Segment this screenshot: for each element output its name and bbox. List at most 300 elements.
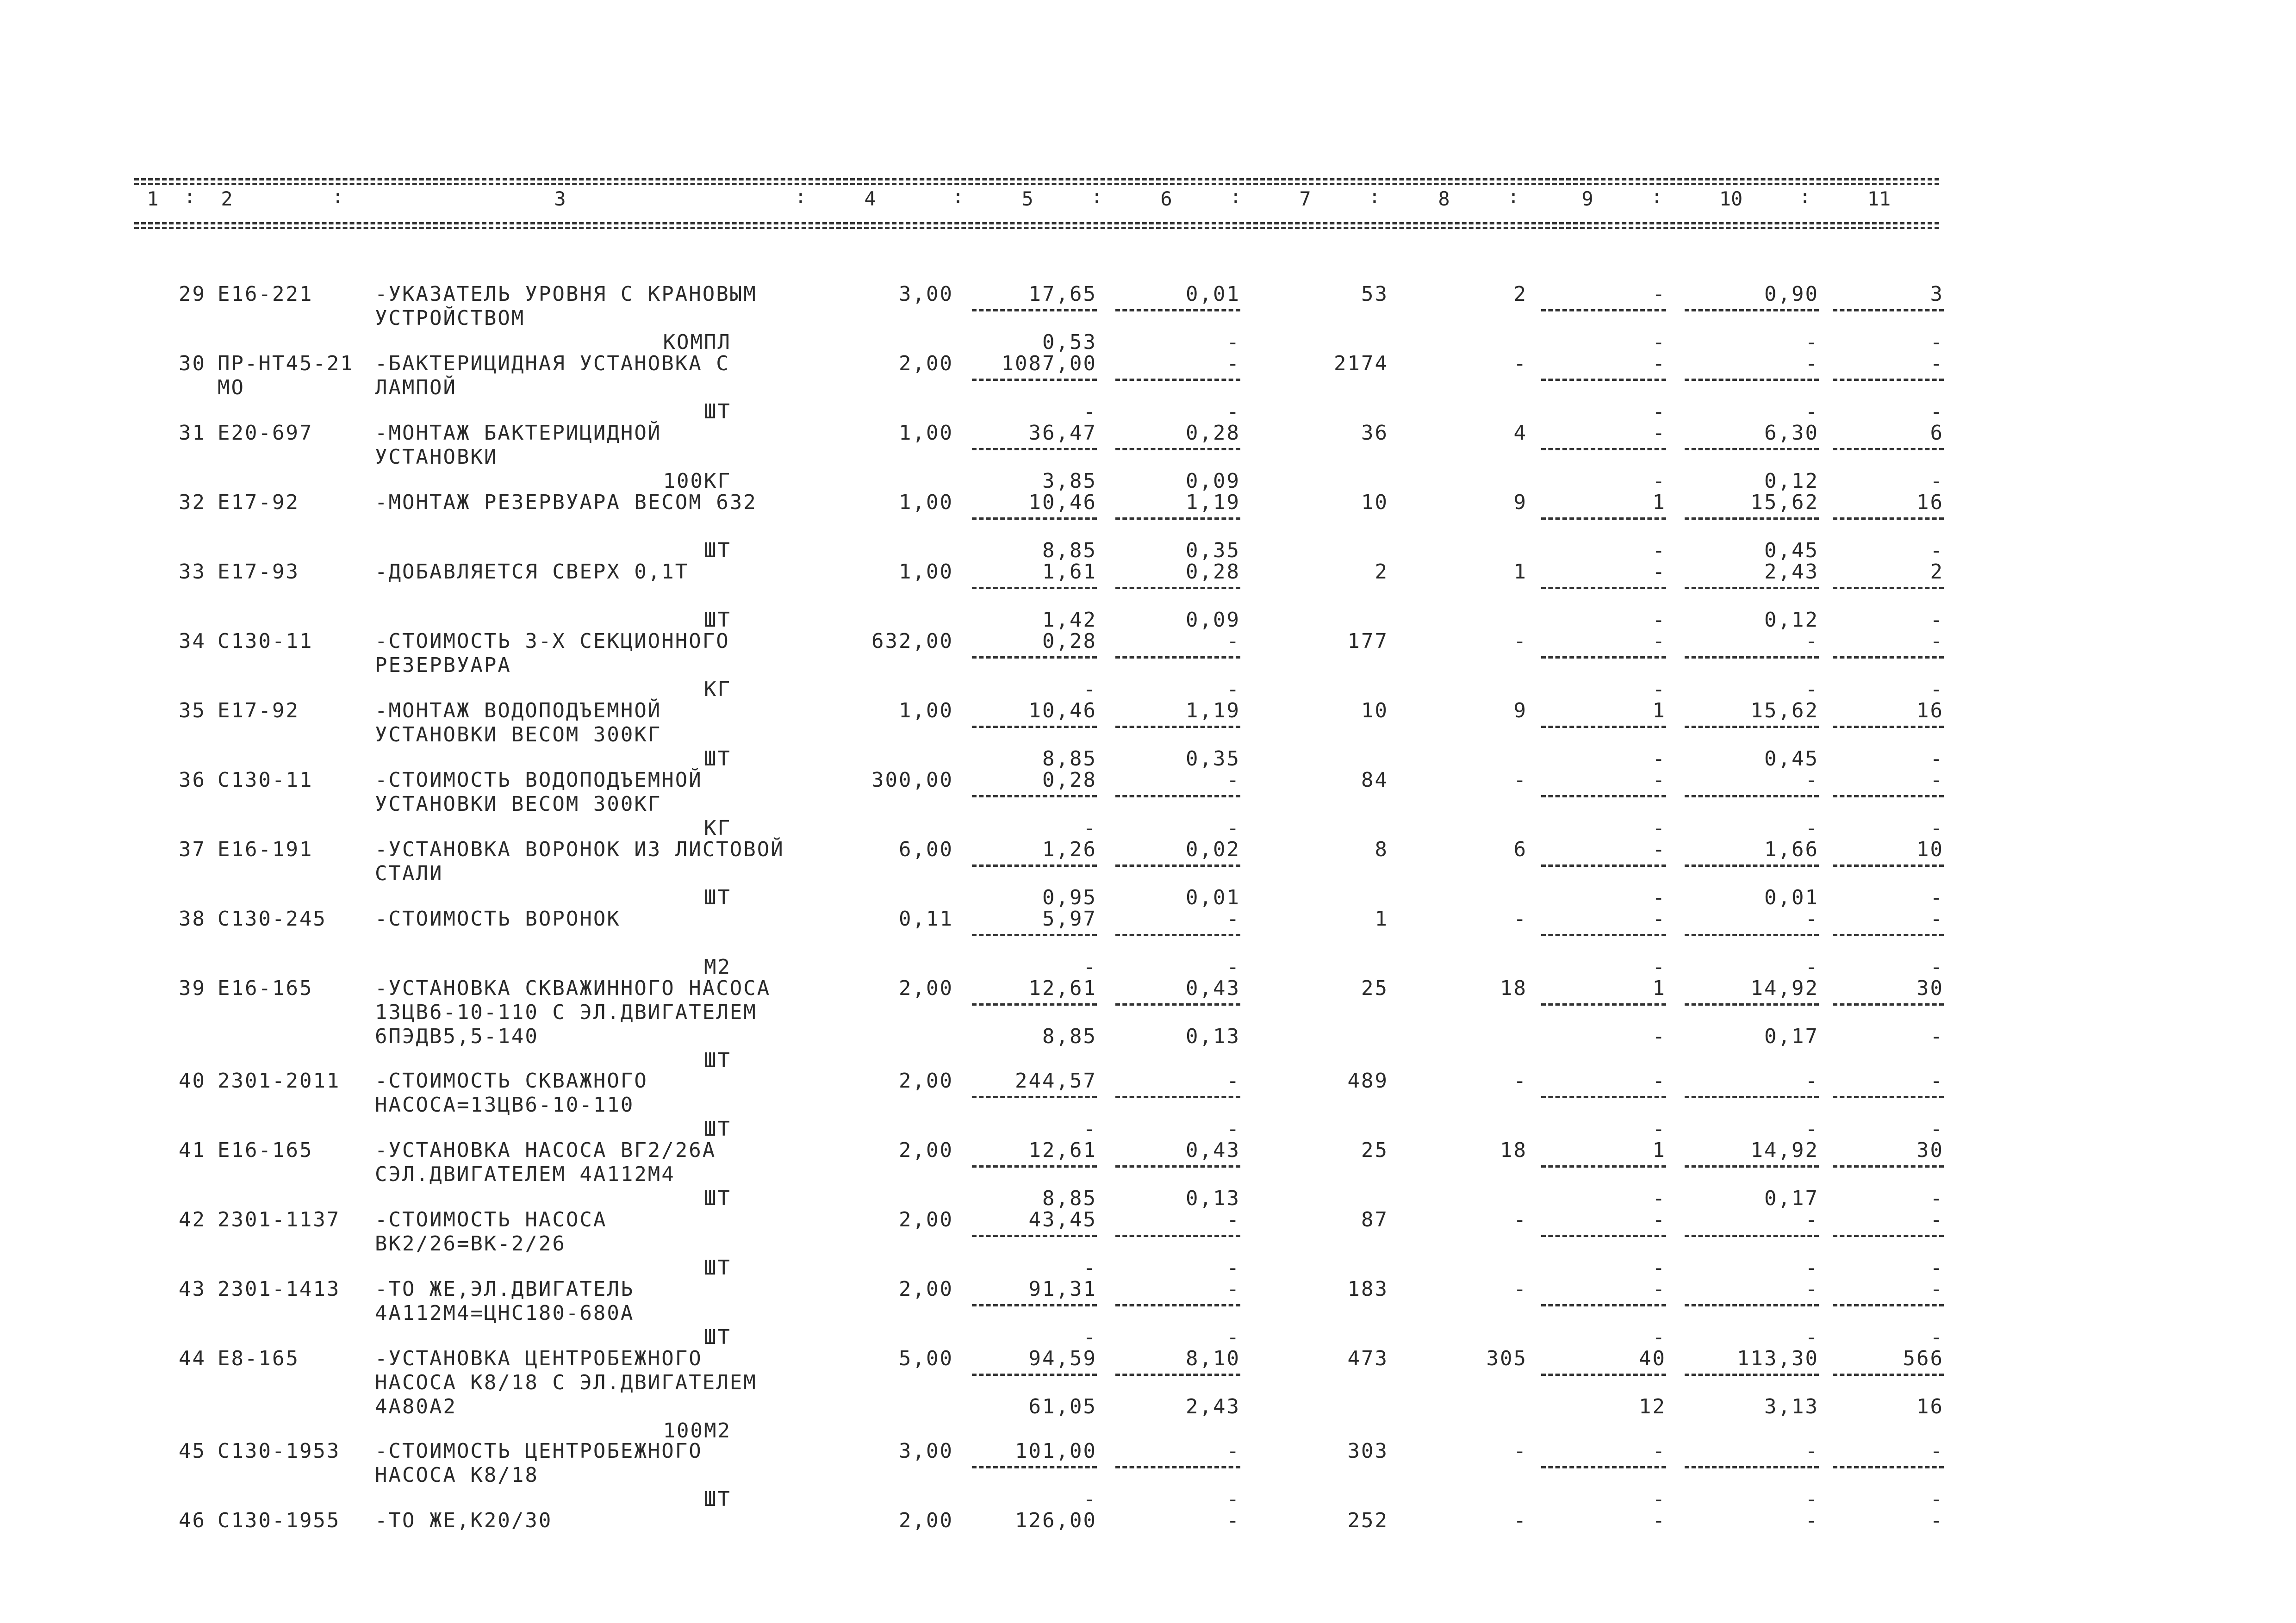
resource-code: С130-1953 [218,1439,341,1463]
item-description: -МОНТАЖ РЕЗЕРВУАРА ВЕСОМ 632 [375,491,757,514]
labor-hours: 113,30 [1737,1347,1819,1370]
unit-of-measure: ШТ [704,1187,731,1210]
table-row [0,699,2296,769]
cell-underline [1833,864,1944,867]
total-wages: 9 [1513,699,1527,722]
unit-machine-wage: - [1226,1117,1240,1141]
labor-hours-total: 16 [1916,699,1944,722]
total-wages: - [1513,1208,1527,1231]
cell-underline [1833,1165,1944,1168]
unit-wage: 0,95 [1042,886,1097,909]
unit-of-measure: ШТ [704,1487,731,1511]
unit-wage: - [1083,816,1097,840]
item-description: -УСТАНОВКА ВОРОНОК ИЗ ЛИСТОВОЙ [375,838,784,861]
quantity: 632,00 [871,629,953,653]
unit-cost-total: 17,65 [1028,282,1097,306]
cell-underline [972,1374,1097,1376]
labor-hours: 14,92 [1750,1138,1819,1162]
total-cost: 10 [1361,491,1388,514]
quantity: 1,00 [899,421,953,445]
unit-of-measure: М2 [704,955,731,979]
cell-underline [1115,1374,1240,1376]
machine-wages: - [1652,352,1666,375]
column-separator: : [1091,185,1103,208]
labor-hours: - [1805,907,1819,931]
machine-wages: 1 [1652,699,1666,722]
item-description: -СТОИМОСТЬ ВОРОНОК [375,907,621,931]
unit-wage: 61,05 [1028,1395,1097,1418]
cell-underline [1685,864,1819,867]
machinist-hours: - [1805,955,1819,979]
unit-wage: 8,85 [1042,1025,1097,1048]
item-description: -ДОБАВЛЯЕТСЯ СВЕРХ 0,1Т [375,560,689,584]
cell-underline [1833,1304,1944,1306]
unit-cost-machines: - [1226,907,1240,931]
cell-underline [1115,1003,1240,1006]
labor-hours: - [1805,1277,1819,1301]
cell-underline [1541,1165,1666,1168]
machine-wage-total: - [1652,955,1666,979]
unit-wage: - [1083,400,1097,423]
labor-hours: 1,66 [1764,838,1819,861]
column-number-4: 4 [864,187,876,210]
machinist-hours: - [1805,1487,1819,1511]
cell-underline [1541,934,1666,936]
quantity: 2,00 [899,352,953,375]
cell-underline [1833,726,1944,728]
unit-machine-wage: 0,35 [1186,539,1240,562]
cell-underline [1541,1374,1666,1376]
table-row [0,907,2296,977]
unit-cost-total: 0,28 [1042,629,1097,653]
cell-underline [1685,517,1819,520]
unit-cost-machines: 0,28 [1186,421,1240,445]
cell-underline [1833,587,1944,589]
column-number-2: 2 [221,187,233,210]
quantity: 2,00 [899,1277,953,1301]
quantity: 2,00 [899,1138,953,1162]
cell-underline [972,1466,1097,1468]
column-separator: : [1230,185,1242,208]
item-description: -МОНТАЖ БАКТЕРИЦИДНОЙ [375,421,662,445]
cell-underline [1685,1304,1819,1306]
cell-underline [972,379,1097,381]
labor-hours-total: 10 [1916,838,1944,861]
cell-underline [972,656,1097,659]
unit-of-measure: ШТ [704,608,731,632]
cell-underline [1685,726,1819,728]
unit-machine-wage: 0,01 [1186,886,1240,909]
machine-wages: - [1652,421,1666,445]
header-bottom-rule [134,222,1939,224]
machine-wage-total: - [1652,747,1666,771]
machine-wages: 40 [1639,1347,1666,1370]
row-number: 42 [179,1208,206,1231]
table-top-rule-2 [134,183,1939,185]
row-number: 36 [179,768,206,792]
table-row [0,1439,2296,1510]
cell-underline [1685,587,1819,589]
unit-machine-wage: 0,13 [1186,1187,1240,1210]
labor-hours: 0,90 [1764,282,1819,306]
labor-hours-total: 6 [1930,421,1944,445]
quantity: 300,00 [871,768,953,792]
resource-code: 2301-1137 [218,1208,341,1231]
column-separator: : [332,185,344,208]
total-wages: 305 [1486,1347,1527,1370]
cell-underline [1833,309,1944,311]
unit-cost-machines: - [1226,1439,1240,1463]
machinist-hours-total: - [1930,469,1944,493]
column-separator: : [795,185,807,208]
machinist-hours-total: - [1930,608,1944,632]
quantity: 1,00 [899,699,953,722]
unit-cost-machines: - [1226,352,1240,375]
machinist-hours: 3,13 [1764,1395,1819,1418]
unit-of-measure: ШТ [704,1117,731,1141]
labor-hours-total: 566 [1903,1347,1944,1370]
machine-wage-total: - [1652,1025,1666,1048]
cell-underline [1685,379,1819,381]
machine-wages: 1 [1652,976,1666,1000]
cell-underline [1685,309,1819,311]
total-cost: 53 [1361,282,1388,306]
machinist-hours-total: - [1930,539,1944,562]
total-wages: 18 [1500,1138,1527,1162]
resource-code: Е8-165 [218,1347,299,1370]
unit-of-measure: 100КГ [663,469,731,493]
unit-wage: 3,85 [1042,469,1097,493]
labor-hours-total: - [1930,1509,1944,1532]
labor-hours-total: 30 [1916,1138,1944,1162]
cell-underline [1833,1466,1944,1468]
unit-machine-wage: 0,13 [1186,1025,1240,1048]
unit-cost-total: 94,59 [1028,1347,1097,1370]
machinist-hours-total: - [1930,816,1944,840]
machine-wage-total: - [1652,330,1666,354]
resource-code: Е16-221 [218,282,313,306]
cell-underline [1115,1235,1240,1237]
unit-cost-total: 12,61 [1028,976,1097,1000]
unit-cost-total: 10,46 [1028,699,1097,722]
unit-of-measure: ШТ [704,400,731,423]
labor-hours-total: - [1930,352,1944,375]
total-wages: - [1513,1509,1527,1532]
cell-underline [1541,726,1666,728]
total-cost: 2 [1375,560,1388,584]
cell-underline [1685,1096,1819,1098]
table-row [0,282,2296,353]
item-description: -ТО ЖЕ,К20/30 [375,1509,553,1532]
cell-underline [972,1165,1097,1168]
total-wages: - [1513,1277,1527,1301]
cell-underline [1685,656,1819,659]
item-description: -СТОИМОСТЬ СКВАЖНОГО [375,1069,648,1093]
cell-underline [1833,1096,1944,1098]
cell-underline [972,448,1097,450]
cell-underline [1115,795,1240,797]
table-row [0,976,2296,1072]
machinist-hours: 0,12 [1764,469,1819,493]
resource-code: Е17-92 [218,491,299,514]
resource-code: Е17-93 [218,560,299,584]
unit-of-measure: КОМПЛ [663,330,731,354]
quantity: 2,00 [899,1208,953,1231]
machinist-hours: 0,17 [1764,1187,1819,1210]
machine-wage-total: 12 [1639,1395,1666,1418]
machinist-hours-total: - [1930,1025,1944,1048]
machinist-hours-total: - [1930,1325,1944,1349]
table-row [0,1138,2296,1209]
item-description-cont: УСТАНОВКИ [375,445,498,469]
unit-machine-wage: 0,35 [1186,747,1240,771]
labor-hours: 2,43 [1764,560,1819,584]
item-description-cont: НАСОСА=13ЦВ6-10-110 [375,1093,635,1117]
column-separator: : [184,185,196,208]
unit-of-measure: ШТ [704,886,731,909]
item-description-cont: 13ЦВ6-10-110 С ЭЛ.ДВИГАТЕЛЕМ [375,1001,757,1024]
unit-cost-machines: 8,10 [1186,1347,1240,1370]
quantity: 3,00 [899,1439,953,1463]
unit-cost-total: 1,61 [1042,560,1097,584]
labor-hours: - [1805,629,1819,653]
machine-wage-total: - [1652,816,1666,840]
unit-cost-machines: - [1226,1277,1240,1301]
total-cost: 183 [1347,1277,1388,1301]
total-wages: - [1513,1069,1527,1093]
machinist-hours-total: - [1930,886,1944,909]
cell-underline [1541,587,1666,589]
unit-of-measure: ШТ [704,1049,731,1072]
machine-wages: - [1652,1509,1666,1532]
total-wages: 4 [1513,421,1527,445]
total-cost: 252 [1347,1509,1388,1532]
row-number: 43 [179,1277,206,1301]
machine-wages: - [1652,1208,1666,1231]
unit-machine-wage: 2,43 [1186,1395,1240,1418]
table-row [0,1069,2296,1139]
resource-code: ПР-НТ45-21 [218,352,354,375]
cell-underline [1541,795,1666,797]
cell-underline [1685,448,1819,450]
unit-cost-machines: 0,43 [1186,1138,1240,1162]
cell-underline [1115,934,1240,936]
unit-wage: 1,42 [1042,608,1097,632]
unit-of-measure: КГ [704,816,731,840]
unit-cost-machines: 0,01 [1186,282,1240,306]
cell-underline [1833,934,1944,936]
table-row [0,491,2296,561]
labor-hours: 15,62 [1750,699,1819,722]
row-number: 39 [179,976,206,1000]
column-number-1: 1 [147,187,159,210]
total-wages: 9 [1513,491,1527,514]
machine-wage-total: - [1652,1325,1666,1349]
machinist-hours: - [1805,678,1819,701]
column-number-5: 5 [1021,187,1033,210]
cell-underline [972,934,1097,936]
quantity: 1,00 [899,491,953,514]
unit-cost-total: 1,26 [1042,838,1097,861]
machinist-hours: 0,12 [1764,608,1819,632]
machine-wage-total: - [1652,678,1666,701]
unit-machine-wage: - [1226,955,1240,979]
cell-underline [1541,864,1666,867]
table-row [0,352,2296,422]
item-description-cont: 4А112М4=ЦНС180-680А [375,1301,635,1325]
column-separator: : [1369,185,1381,208]
quantity: 2,00 [899,1069,953,1093]
labor-hours: - [1805,1509,1819,1532]
cell-underline [1541,656,1666,659]
column-number-11: 11 [1867,187,1891,210]
cell-underline [1541,448,1666,450]
cell-underline [1115,726,1240,728]
unit-cost-machines: - [1226,768,1240,792]
header-bottom-rule-2 [134,227,1939,229]
unit-machine-wage: 0,09 [1186,608,1240,632]
unit-of-measure: ШТ [704,539,731,562]
resource-code: 2301-1413 [218,1277,341,1301]
row-number: 41 [179,1138,206,1162]
machine-wage-total: - [1652,1187,1666,1210]
unit-wage: - [1083,1487,1097,1511]
labor-hours-total: - [1930,907,1944,931]
cell-underline [1833,1003,1944,1006]
row-number: 45 [179,1439,206,1463]
labor-hours: 14,92 [1750,976,1819,1000]
machine-wage-total: - [1652,400,1666,423]
resource-code: 2301-2011 [218,1069,341,1093]
cell-underline [1115,448,1240,450]
unit-machine-wage: - [1226,1256,1240,1280]
table-row [0,629,2296,700]
cell-underline [972,517,1097,520]
cell-underline [1115,517,1240,520]
cell-underline [1833,379,1944,381]
labor-hours-total: - [1930,1069,1944,1093]
unit-cost-machines: 0,02 [1186,838,1240,861]
unit-machine-wage: - [1226,330,1240,354]
quantity: 2,00 [899,1509,953,1532]
machinist-hours-total: - [1930,1117,1944,1141]
column-number-6: 6 [1160,187,1172,210]
item-description: -СТОИМОСТЬ 3-Х СЕКЦИОННОГО [375,629,730,653]
column-separator: : [1507,185,1519,208]
machine-wages: - [1652,907,1666,931]
unit-cost-total: 36,47 [1028,421,1097,445]
total-cost: 473 [1347,1347,1388,1370]
item-description: -УСТАНОВКА СКВАЖИННОГО НАСОСА [375,976,771,1000]
cell-underline [1115,1096,1240,1098]
cell-underline [1833,795,1944,797]
unit-machine-wage: 0,09 [1186,469,1240,493]
table-row [0,1208,2296,1278]
unit-cost-machines: 0,43 [1186,976,1240,1000]
total-wages: 2 [1513,282,1527,306]
machinist-hours: - [1805,1117,1819,1141]
unit-cost-total: 126,00 [1015,1509,1097,1532]
machinist-hours-total: - [1930,1256,1944,1280]
resource-code: Е16-165 [218,1138,313,1162]
table-row [0,560,2296,630]
unit-cost-total: 91,31 [1028,1277,1097,1301]
machinist-hours: - [1805,816,1819,840]
unit-wage: 0,53 [1042,330,1097,354]
unit-cost-total: 43,45 [1028,1208,1097,1231]
total-wages: - [1513,768,1527,792]
unit-machine-wage: - [1226,678,1240,701]
labor-hours-total: - [1930,1439,1944,1463]
row-number: 46 [179,1509,206,1532]
machine-wages: - [1652,1277,1666,1301]
resource-code: Е16-191 [218,838,313,861]
table-row [0,768,2296,839]
labor-hours-total: - [1930,1208,1944,1231]
machinist-hours-total: - [1930,1187,1944,1210]
unit-of-measure: ШТ [704,1256,731,1280]
cell-underline [1541,1304,1666,1306]
machine-wages: - [1652,768,1666,792]
resource-code: Е17-92 [218,699,299,722]
labor-hours: - [1805,768,1819,792]
cell-underline [972,1096,1097,1098]
item-description-cont: ВК2/26=ВК-2/26 [375,1232,566,1256]
item-description-cont: УСТАНОВКИ ВЕСОМ 300КГ [375,792,662,816]
quantity: 1,00 [899,560,953,584]
total-cost: 303 [1347,1439,1388,1463]
cell-underline [1685,1165,1819,1168]
labor-hours: - [1805,1069,1819,1093]
labor-hours-total: 2 [1930,560,1944,584]
unit-cost-total: 101,00 [1015,1439,1097,1463]
row-number: 30 [179,352,206,375]
cell-underline [972,1235,1097,1237]
cell-underline [972,726,1097,728]
machine-wages: - [1652,282,1666,306]
machinist-hours-total: 16 [1916,1395,1944,1418]
cell-underline [1833,448,1944,450]
unit-cost-machines: 1,19 [1186,491,1240,514]
unit-machine-wage: - [1226,1325,1240,1349]
total-wages: 6 [1513,838,1527,861]
row-number: 29 [179,282,206,306]
quantity: 6,00 [899,838,953,861]
machine-wage-total: - [1652,608,1666,632]
labor-hours: 15,62 [1750,491,1819,514]
cell-underline [1115,379,1240,381]
cell-underline [1541,1466,1666,1468]
machinist-hours: - [1805,1256,1819,1280]
column-number-7: 7 [1299,187,1311,210]
machine-wage-total: - [1652,539,1666,562]
table-row [0,838,2296,908]
table-row [0,1347,2296,1443]
cell-underline [1541,379,1666,381]
cell-underline [972,1003,1097,1006]
cell-underline [1685,1235,1819,1237]
total-cost: 36 [1361,421,1388,445]
row-number: 33 [179,560,206,584]
total-cost: 84 [1361,768,1388,792]
cell-underline [972,864,1097,867]
column-number-3: 3 [554,187,566,210]
unit-machine-wage: - [1226,400,1240,423]
item-description: -СТОИМОСТЬ НАСОСА [375,1208,607,1231]
table-row [0,1277,2296,1348]
row-number: 44 [179,1347,206,1370]
labor-hours-total: 30 [1916,976,1944,1000]
